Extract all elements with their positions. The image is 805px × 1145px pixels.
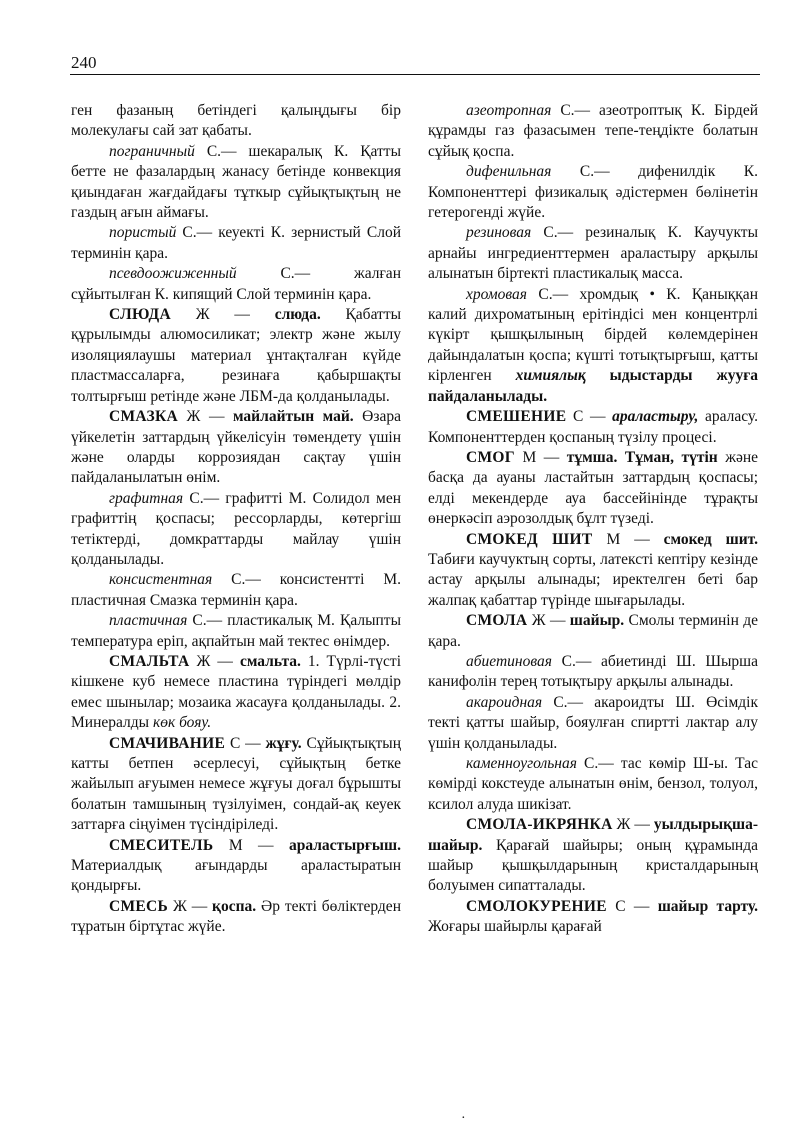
dictionary-entry bbox=[71, 142, 401, 224]
definition-text: М — bbox=[592, 530, 664, 548]
subterm: пограничный bbox=[109, 142, 195, 160]
headword: СМОЛОКУРЕНИЕ bbox=[466, 897, 607, 915]
translation: шайыр. bbox=[569, 612, 625, 630]
subterm: хромовая bbox=[466, 285, 528, 303]
headword: СМАЗКА bbox=[109, 408, 179, 426]
dictionary-entry bbox=[428, 285, 758, 407]
subterm: резиновая bbox=[466, 224, 532, 242]
definition-text: 1. Түрлі-түсті кішкене куб немесе пластина түріндегі мөлдір емес шынылар; мозаика жасауға қолданылады. 2. Минералды bbox=[71, 652, 402, 732]
emphasis: химиялық bbox=[515, 367, 586, 385]
definition-text: және басқа да ауаны ластайтын заттардың қоспасы; елді мекендерде ауа бассейінінде тұрақты өнеркәсіп аэрозолдық бұлт түзеді. bbox=[428, 448, 759, 528]
translation: араластырғыш. bbox=[288, 836, 401, 854]
subterm: псевдоожиженный bbox=[109, 265, 237, 283]
definition-text: Ж — bbox=[178, 408, 233, 426]
definition-text: С — bbox=[606, 897, 658, 915]
subterm: графитная bbox=[109, 489, 184, 507]
headword: СМАЧИВАНИЕ bbox=[109, 734, 226, 752]
translation: қоспа. bbox=[212, 897, 257, 915]
stray-mark: · bbox=[461, 1111, 466, 1126]
definition-text: С.— азеотроптық К. Бірдей құрамды газ фазасымен тепе-теңдікте болатын сұйық қоспа. bbox=[428, 102, 758, 160]
definition-text: С.— жалған сұйытылған К. кипящий Слой терминін қара. bbox=[71, 265, 401, 303]
dictionary-entry bbox=[71, 223, 401, 264]
dictionary-entry bbox=[428, 223, 758, 284]
dictionary-entry bbox=[428, 448, 758, 530]
dictionary-entry bbox=[428, 897, 758, 938]
dictionary-entry bbox=[428, 652, 758, 693]
definition-text: С.— пластикалық М. Қалыпты температура еріп, ақпайтын май тектес өнімдер. bbox=[71, 612, 401, 650]
dictionary-entry bbox=[71, 897, 401, 938]
headword: СМЕШЕНИЕ bbox=[466, 408, 567, 426]
definition-text: С.— абиетинді Ш. Шырша канифолін терең тотықтыру арқылы алынады. bbox=[428, 652, 758, 691]
definition-text: С.— консистентті М. пластичная Смазка терминін қара. bbox=[71, 571, 401, 609]
definition-text: ген фазаның бетіндегі қалыңдығы бір молекулағы сай зат қабаты. bbox=[71, 102, 401, 140]
dictionary-entry bbox=[71, 407, 401, 489]
dictionary-entry bbox=[428, 407, 758, 448]
definition-text: Жоғары шайырлы қарағай bbox=[428, 918, 602, 936]
dictionary-entry bbox=[428, 693, 758, 754]
translation: смальта. bbox=[239, 652, 301, 670]
definition-text: Өзара үйкелетін заттардың үйкелісуін төмендету үшін және оларды коррозиядан сақтау үшін пайдаланылатын өнім. bbox=[71, 408, 402, 487]
definition-text: С.— графитті М. Солидол мен графиттің қоспасы; рессорларды, көтергіш тетіктерді, домкраттарды майлау үшін қолданылады. bbox=[71, 489, 401, 568]
dictionary-entry bbox=[71, 652, 401, 734]
definition-text: Қарағай шайыры; оның құрамында шайыр қышқылдарының кристалдарының болуымен сипатталады. bbox=[428, 836, 758, 895]
definition-text: Ж — bbox=[612, 816, 654, 834]
dictionary-entry bbox=[71, 570, 401, 611]
definition-text: С.— резиналық К. Каучукты арнайы ингредиенттермен араластыру арқылы алынатын біртекті пластикалық масса. bbox=[428, 224, 758, 283]
definition-text: С.— хромдық • К. Қаныққан калий дихроматының ерітіндісі мен концентрлі күкірт қышқылының бірдей көлемдерінен дайындалатын қоспа; күшті тотықтырғыш, қатты кірленген bbox=[428, 285, 758, 385]
page-number: 240 bbox=[71, 53, 97, 72]
definition-text: Ж — bbox=[527, 612, 570, 630]
definition-text: М — bbox=[213, 836, 289, 854]
definition-text: С.— шекаралық К. Қатты бетте не фазалардың жанасу бетінде конвекция қиындаған жағдайдағы тұткыр сұйықтықтың не газдың ағын аймағы. bbox=[71, 142, 401, 222]
italic-text: көк бояу. bbox=[152, 714, 212, 732]
subterm: азеотропная bbox=[466, 102, 552, 119]
definition-text: С.— акароидты Ш. Өсімдік текті қатты шайыр, бояулған спиртті лактар алу үшін қолданылады. bbox=[428, 693, 758, 752]
translation: майлайтын май. bbox=[232, 408, 354, 426]
subterm: пористый bbox=[109, 224, 177, 242]
subterm: пластичная bbox=[109, 612, 188, 630]
dictionary-entry bbox=[71, 264, 401, 305]
definition-text: С.— кеуекті К. зернистый Слой терминін қара. bbox=[71, 224, 401, 262]
dictionary-entry bbox=[428, 754, 758, 815]
subterm: дифенильная bbox=[466, 163, 552, 181]
dictionary-entry bbox=[428, 101, 758, 162]
headword: СМАЛЬТА bbox=[109, 652, 190, 670]
definition-text: С.— тас көмір Ш-ы. Тас көмірді кокстеуде алынатын өнім, бензол, толуол, ксилол алуда шикізат. bbox=[428, 755, 758, 813]
definition-text: М — bbox=[514, 448, 567, 466]
translation: шайыр тарту. bbox=[657, 897, 758, 915]
dictionary-entry bbox=[428, 611, 758, 652]
subterm: консистентная bbox=[109, 571, 213, 589]
dictionary-entry bbox=[428, 530, 758, 612]
headword: СМОЛА-ИКРЯНКА bbox=[466, 816, 613, 834]
definition-text: Сұйықтықтың катты бетпен әсерлесуі, сұйықтың бетке жайылып ағуымен немесе жұғуы доғал бұрышты болатын тамшының түзілуімен, сондай-ақ кеуек заттарға сіңуімен түсіндіріледі. bbox=[71, 734, 402, 834]
translation: слюда. bbox=[274, 306, 321, 324]
headword: СМЕСИТЕЛЬ bbox=[109, 836, 214, 854]
definition-text: Әр текті бөліктерден тұратын біртұтас жүйе. bbox=[71, 897, 401, 936]
translation: смокед шит. bbox=[663, 530, 758, 548]
definition-text: С — bbox=[225, 734, 266, 752]
headword: СМОЛА bbox=[466, 612, 528, 630]
dictionary-entry bbox=[71, 611, 401, 652]
definition-text: Ж — bbox=[171, 306, 275, 324]
left-column bbox=[71, 101, 401, 938]
headword: СМЕСЬ bbox=[109, 897, 169, 915]
translation: тұмша. Тұман, түтін bbox=[566, 448, 718, 466]
definition-text: Табиғи каучуктың сорты, латексті кептіру кезінде астау арқылы алынады; иректелген беті бар жалпақ қабаттар түрінде шығарылады. bbox=[428, 550, 758, 609]
definition-text: С — bbox=[566, 408, 613, 426]
headword: СМОГ bbox=[466, 448, 515, 466]
dictionary-entry bbox=[71, 305, 401, 407]
translation: жұғу. bbox=[265, 734, 302, 752]
subterm: абиетиновая bbox=[466, 652, 552, 670]
dictionary-entry bbox=[71, 101, 401, 142]
definition-text: Ж — bbox=[168, 897, 213, 915]
subterm: каменноугольная bbox=[466, 755, 577, 772]
definition-text: Қабатты құрылымды алюмосиликат; электр және жылу изоляциялаушы материал ұнтақталған күйде пластмассаларға, резинаға қабыршақты толтырғыш ретінде және ЛБМ-да қолданылады. bbox=[71, 306, 402, 405]
right-column bbox=[428, 101, 758, 938]
translation: уылдырықша-шайыр. bbox=[428, 816, 758, 854]
definition-text: араласу. Компоненттерден қоспаның түзілу процесі. bbox=[428, 408, 758, 446]
definition-text: Смолы терминін де қара. bbox=[428, 612, 758, 650]
translation: ыдыстарды жууға пайдаланылады. bbox=[428, 367, 758, 405]
headword: СЛЮДА bbox=[109, 306, 172, 324]
emphasis: араластыру, bbox=[612, 408, 699, 426]
subterm: акароидная bbox=[466, 693, 543, 711]
header-rule bbox=[70, 74, 760, 75]
dictionary-entry bbox=[71, 489, 401, 571]
dictionary-entry bbox=[428, 162, 758, 223]
dictionary-entry bbox=[428, 815, 758, 897]
headword: СМОКЕД ШИТ bbox=[466, 530, 593, 548]
definition-text: С.— дифенилдік К. Компоненттері физикалық әдістермен бөлінетін гетерогенді жүйе. bbox=[428, 163, 758, 222]
dictionary-entry bbox=[71, 734, 401, 836]
dictionary-entry bbox=[71, 836, 401, 897]
definition-text: Материалдық ағындарды араластыратын қондырғы. bbox=[71, 857, 401, 895]
definition-text: Ж — bbox=[189, 652, 240, 670]
